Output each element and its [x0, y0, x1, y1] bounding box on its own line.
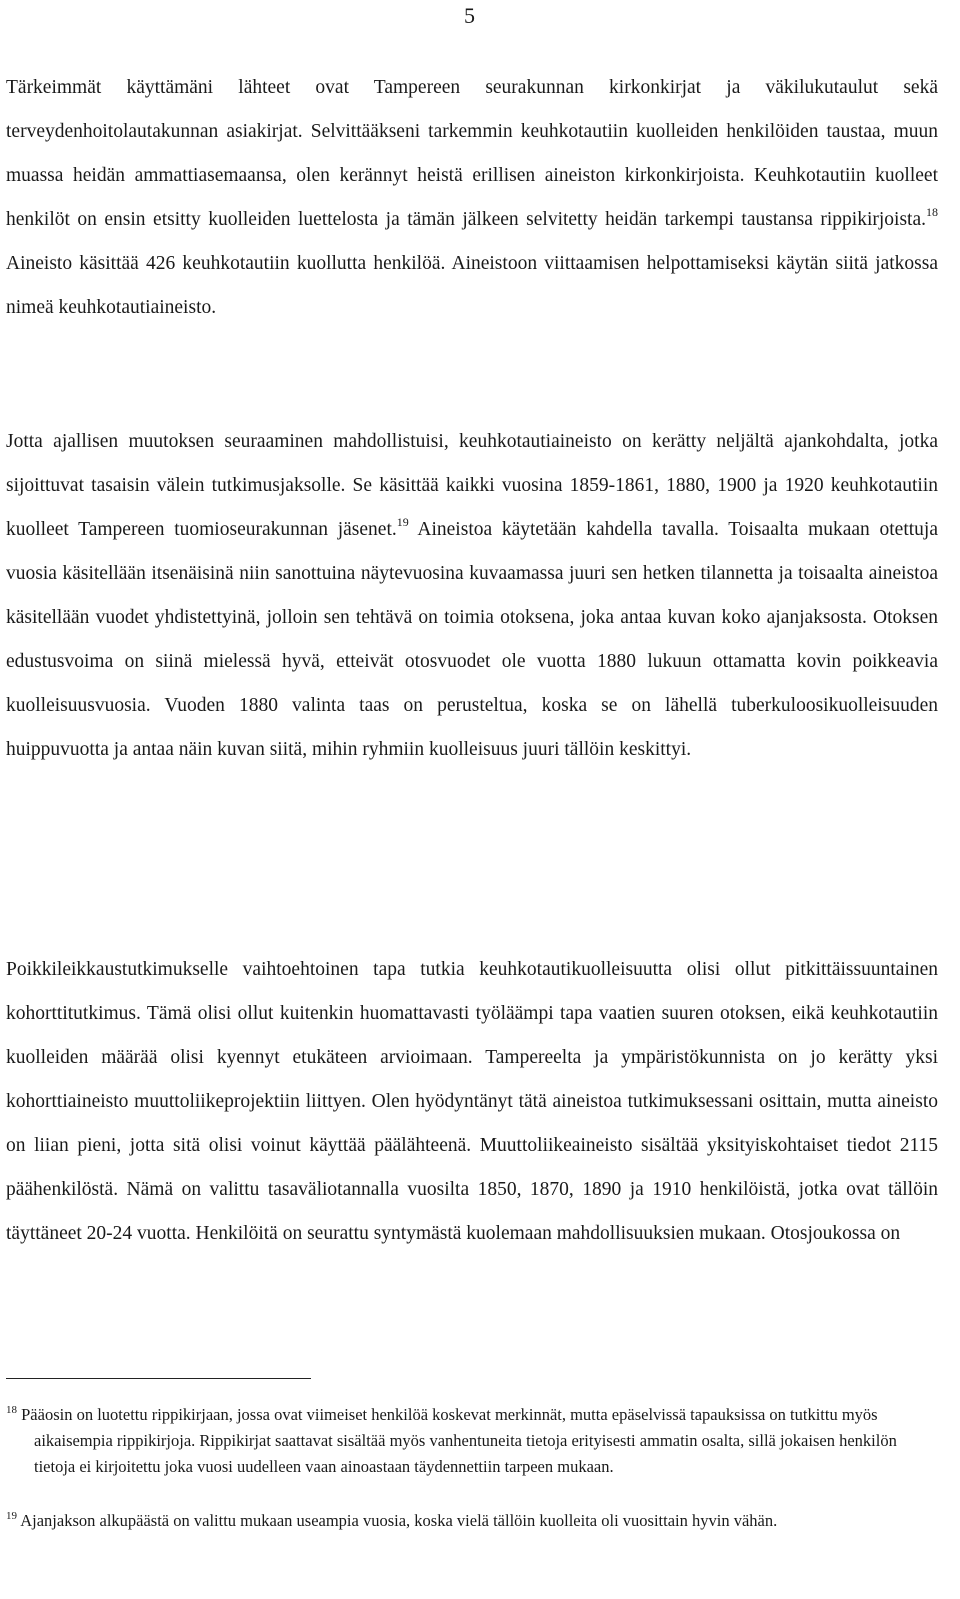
- footnote-text: Ajanjakson alkupäästä on valittu mukaan useampia vuosia, koska vielä tällöin kuolleita oli vuosittain hyvin vähän.: [20, 1511, 778, 1530]
- paragraph-sources: [6, 66, 938, 330]
- paragraph-text: Jotta ajallisen muutoksen seuraaminen mahdollistuisi, keuhkotautiaineisto on kerätty neljältä ajankohdalta, jotka sijoittuvat tasaisin välein tutkimusjaksolle. Se käsittää kaikki vuosina 1859-1861, 1880, 1900 ja 1920 keuhkotautiin kuolleet Tampereen tuomioseurakunnan jäsenet.: [6, 431, 938, 540]
- footnote-text: Pääosin on luotettu rippikirjaan, jossa ovat viimeiset henkilöä koskevat merkinnät, mutta epäselvissä tapauksissa on tutkittu myös aikaisempia rippikirjoja. Rippikirjat saattavat sisältää myös vanhentuneita tietoja erityisesti ammatin osalta, sillä jokaisen henkilön tietoja ei kirjoitettu joka vuosi uudelleen vaan ainoastaan täydennettiin tarpeen mukaan.: [21, 1405, 897, 1476]
- footnote-divider: [6, 1378, 311, 1379]
- paragraph-text: Tärkeimmät käyttämäni lähteet ovat Tampereen seurakunnan kirkonkirjat ja väkilukutaulut sekä terveydenhoitolautakunnan asiakirjat. Selvittääkseni tarkemmin keuhkotautiin kuolleiden henkilöiden taustaa, muun muassa heidän ammattiasemaansa, olen kerännyt heistä erillisen aineiston kirkonkirjoista. Keuhkotautiin kuolleet henkilöt on ensin etsitty kuolleiden luettelosta ja tämän jälkeen selvitetty heidän tarkempi taustansa rippikirjoista.: [6, 77, 938, 230]
- paragraph-cohort: Poikkileikkaustutkimukselle vaihtoehtoinen tapa tutkia keuhkotautikuolleisuutta olisi ollut pitkittäissuuntainen kohorttitutkimus. Tämä olisi ollut kuitenkin huomattavasti työläämpi tapa vaatien suuren otoksen, eikä keuhkotautiin kuolleiden määrää olisi kyennyt etukäteen arvioimaan. Tampereelta ja ympäristökunnista on jo kerätty yksi kohorttiaineisto muuttoliikeprojektiin liittyen. Olen hyödyntänyt tätä aineistoa tutkimuksessani osittain, mutta aineisto on liian pieni, jotta sitä olisi voinut käyttää päälähteenä. Muuttoliikeaineisto sisältää yksityiskohtaiset tiedot 2115 päähenkilöstä. Nämä on valittu tasaväliotannalla vuosilta 1850, 1870, 1890 ja 1910 henkilöistä, jotka ovat tällöin täyttäneet 20-24 vuotta. Henkilöitä on seurattu syntymästä kuolemaan mahdollisuuksien mukaan. Otosjoukossa on: [6, 959, 938, 1244]
- paragraph-text: Aineisto käsittää 426 keuhkotautiin kuollutta henkilöä. Aineistoon viittaamisen helpottamiseksi käytän siitä jatkossa nimeä keuhkotautiaineisto.: [6, 253, 938, 318]
- page-number: 5: [464, 3, 475, 28]
- footnote-19: [6, 1508, 906, 1534]
- footnote-reference[interactable]: 18: [926, 205, 938, 219]
- paragraph-sampling: [6, 420, 938, 772]
- footnote-mark: 18: [6, 1404, 17, 1416]
- footnote-mark: 19: [6, 1510, 17, 1522]
- footnote-18: [6, 1402, 906, 1480]
- paragraph-text: Aineistoa käytetään kahdella tavalla. Toisaalta mukaan otettuja vuosia käsitellään itsenäisinä niin sanottuina näytevuosina kuvaamassa juuri sen hetken tilannetta ja toisaalta aineistoa käsitellään vuodet yhdistettyinä, jolloin sen tehtävä on toimia otoksena, joka antaa kuvan koko ajanjaksosta. Otoksen edustusvoima on siinä mielessä hyvä, etteivät otosvuodet ole vuotta 1880 lukuun ottamatta kovin poikkeavia kuolleisuusvuosia. Vuoden 1880 valinta taas on perusteltua, koska se on lähellä tuberkuloosikuolleisuuden huippuvuotta ja antaa näin kuvan siitä, mihin ryhmiin kuolleisuus juuri tällöin keskittyi.: [6, 519, 938, 760]
- footnote-reference[interactable]: 19: [396, 515, 409, 529]
